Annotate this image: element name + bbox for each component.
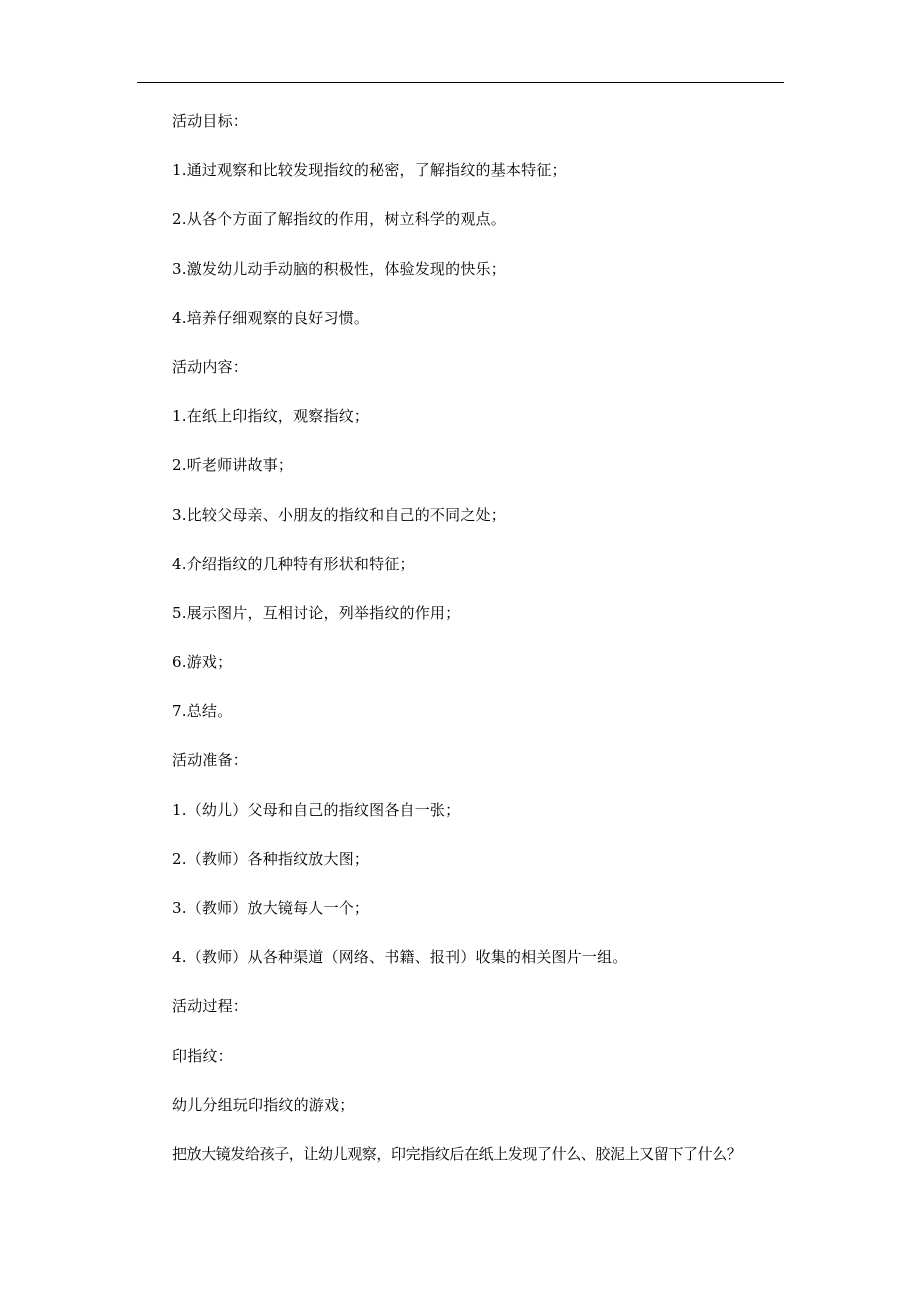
text-line: 3.激发幼儿动手动脑的积极性，体验发现的快乐；	[172, 259, 506, 278]
text-line: 4.培养仔细观察的良好习惯。	[172, 308, 370, 327]
section-heading-content: 活动内容：	[172, 357, 249, 376]
subsection-heading: 印指纹：	[172, 1046, 233, 1065]
document-body	[172, 111, 792, 1193]
text-line: 7.总结。	[172, 702, 233, 721]
text-line: 4.介绍指纹的几种特有形状和特征；	[172, 554, 415, 573]
text-line: 2.听老师讲故事；	[172, 456, 294, 475]
text-line: 4.（教师）从各种渠道（网络、书籍、报刊）收集的相关图片一组。	[172, 948, 628, 967]
text-line: 3.（教师）放大镜每人一个；	[172, 899, 370, 917]
text-line: 2.（教师）各种指纹放大图；	[172, 849, 370, 868]
text-line: 3.比较父母亲、小朋友的指纹和自己的不同之处；	[172, 505, 506, 524]
section-heading-preparation: 活动准备：	[172, 751, 249, 770]
text-line: 6.游戏；	[172, 653, 233, 672]
text-line: 1.（幼儿）父母和自己的指纹图各自一张；	[172, 800, 461, 819]
text-line: 1.通过观察和比较发现指纹的秘密，了解指纹的基本特征；	[172, 161, 567, 180]
section-heading-goals: 活动目标：	[172, 112, 249, 130]
text-line: 幼儿分组玩印指纹的游戏；	[172, 1095, 355, 1114]
text-line: 5.展示图片，互相讨论，列举指纹的作用；	[172, 603, 461, 622]
text-line: 1.在纸上印指纹，观察指纹；	[172, 407, 370, 426]
text-line: 把放大镜发给孩子，让幼儿观察，印完指纹后在纸上发现了什么、胶泥上又留下了什么？	[172, 1144, 742, 1163]
section-heading-process: 活动过程：	[172, 997, 249, 1016]
text-line: 2.从各个方面了解指纹的作用，树立科学的观点。	[172, 210, 506, 229]
header-rule	[137, 82, 784, 83]
